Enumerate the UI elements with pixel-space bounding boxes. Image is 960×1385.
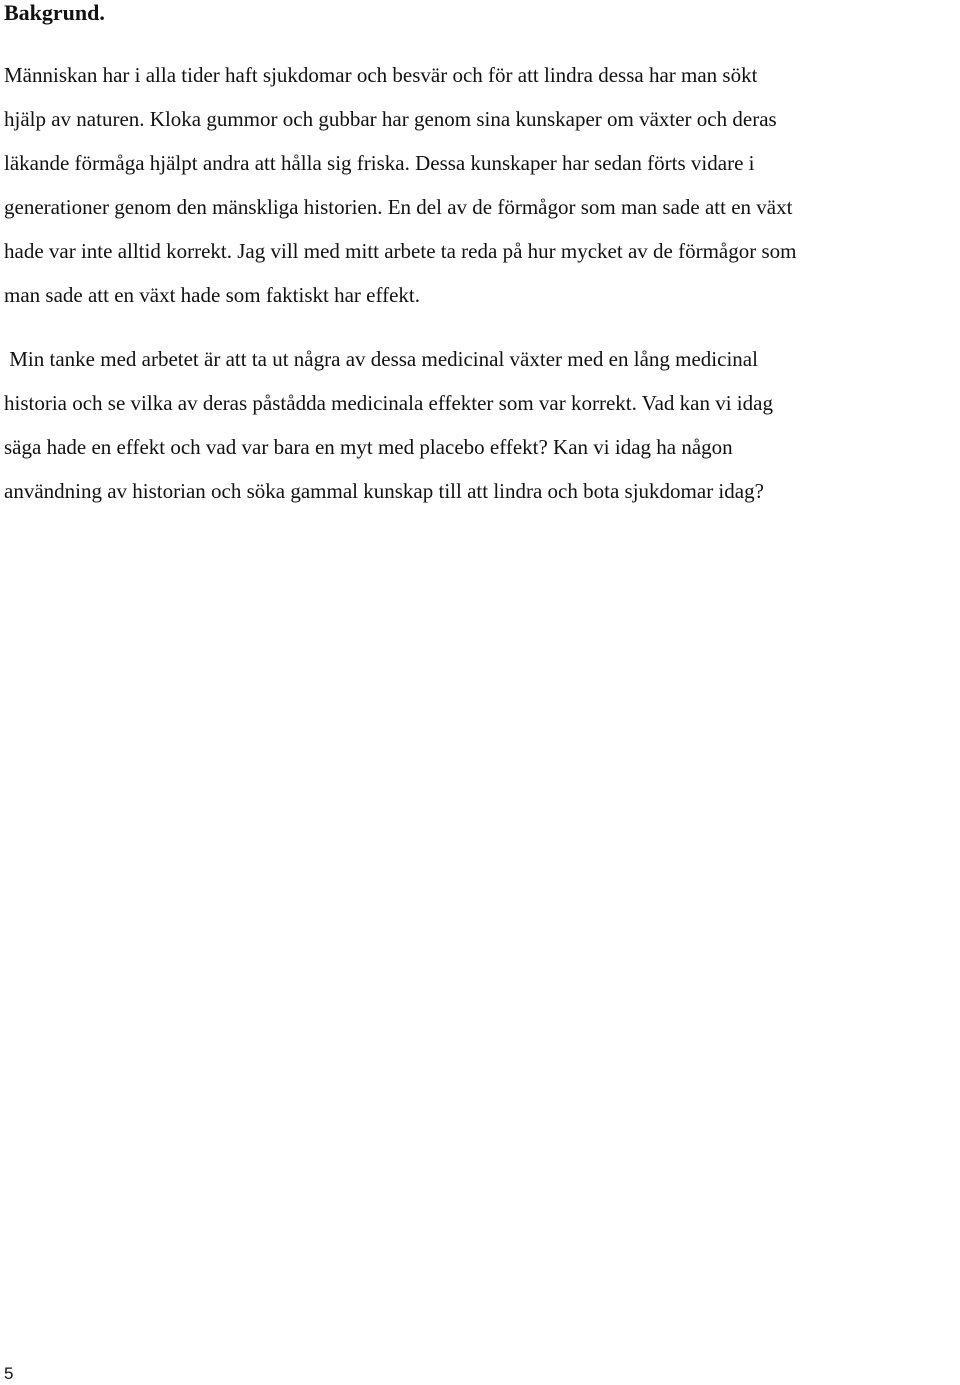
text-line: historia och se vilka av deras påstådda medicinala effekter som var korrekt. Vad kan vi idag bbox=[4, 391, 773, 415]
text-line: generationer genom den mänskliga historien. En del av de förmågor som man sade att en växt bbox=[4, 195, 793, 219]
paragraph-background-1 bbox=[4, 53, 960, 317]
text-line: man sade att en växt hade som faktiskt har effekt. bbox=[4, 283, 420, 307]
section-heading: Bakgrund. bbox=[4, 0, 105, 25]
text-line: Människan har i alla tider haft sjukdomar och besvär och för att lindra dessa har man sökt bbox=[4, 63, 758, 87]
page-number: 5 bbox=[4, 1364, 14, 1383]
paragraph-background-2 bbox=[4, 337, 960, 513]
text-line: användning av historian och söka gammal kunskap till att lindra och bota sjukdomar idag? bbox=[4, 479, 764, 503]
text-line: Min tanke med arbetet är att ta ut några av dessa medicinal växter med en lång medicinal bbox=[4, 347, 758, 371]
text-line: säga hade en effekt och vad var bara en myt med placebo effekt? Kan vi idag ha någon bbox=[4, 435, 733, 459]
text-line: hade var inte alltid korrekt. Jag vill med mitt arbete ta reda på hur mycket av de förmågor som bbox=[4, 239, 797, 263]
text-line: läkande förmåga hjälpt andra att hålla sig friska. Dessa kunskaper har sedan förts vidare i bbox=[4, 151, 755, 175]
text-line: hjälp av naturen. Kloka gummor och gubbar har genom sina kunskaper om växter och deras bbox=[4, 107, 777, 131]
